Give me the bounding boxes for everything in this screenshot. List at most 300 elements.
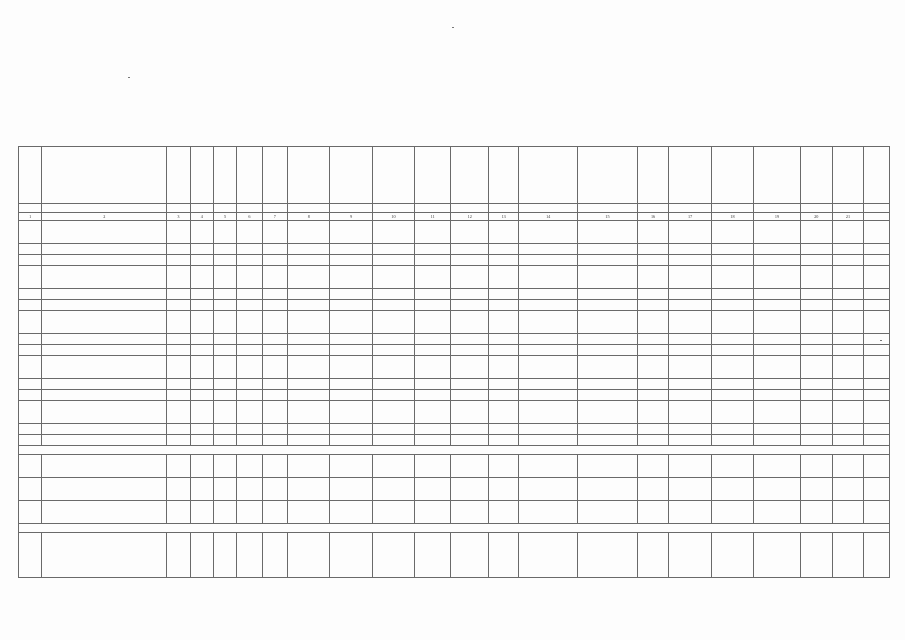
table-row — [19, 390, 890, 401]
table-cell — [167, 533, 190, 578]
table-cell — [190, 289, 213, 300]
table-cell — [519, 455, 578, 478]
table-cell — [489, 204, 519, 213]
table-cell — [864, 255, 890, 266]
table-cell — [800, 266, 832, 289]
table-cell — [578, 501, 637, 524]
table-cell — [864, 300, 890, 311]
table-cell — [489, 311, 519, 334]
table-cell — [637, 334, 669, 345]
table-cell — [711, 533, 753, 578]
table-cell — [519, 311, 578, 334]
table-cell — [637, 300, 669, 311]
table-cell — [519, 478, 578, 501]
table-cell — [489, 345, 519, 356]
table-cell — [451, 379, 489, 390]
table-cell — [288, 478, 330, 501]
table-cell — [832, 424, 864, 435]
table-cell — [213, 204, 236, 213]
table-cell — [711, 221, 753, 244]
table-cell — [415, 345, 451, 356]
table-row — [19, 244, 890, 255]
table-cell — [578, 289, 637, 300]
table-cell — [372, 501, 414, 524]
table-cell — [237, 533, 262, 578]
table-cell — [754, 390, 801, 401]
table-cell — [754, 533, 801, 578]
table-cell — [669, 424, 711, 435]
table-cell — [489, 390, 519, 401]
table-cell — [167, 334, 190, 345]
table-row — [19, 401, 890, 424]
table-cell — [42, 501, 167, 524]
table-cell — [800, 435, 832, 446]
table-cell — [451, 345, 489, 356]
table-cell — [167, 147, 190, 204]
header-row — [19, 147, 890, 204]
table-cell — [167, 390, 190, 401]
table-cell — [237, 334, 262, 345]
table-cell — [415, 401, 451, 424]
unit-row — [19, 204, 890, 213]
table-cell — [42, 221, 167, 244]
table-cell — [237, 455, 262, 478]
table-cell — [415, 311, 451, 334]
table-cell — [711, 255, 753, 266]
table-cell — [42, 455, 167, 478]
table-cell — [669, 435, 711, 446]
table-row — [19, 266, 890, 289]
table-cell — [288, 401, 330, 424]
table-cell — [578, 244, 637, 255]
table-cell — [832, 478, 864, 501]
table-cell — [451, 334, 489, 345]
table-cell: 19 — [754, 213, 801, 221]
table-cell — [330, 147, 372, 204]
table-cell — [451, 501, 489, 524]
table-cell — [262, 390, 287, 401]
table-cell — [578, 334, 637, 345]
table-cell — [451, 533, 489, 578]
table-cell — [330, 390, 372, 401]
table-cell — [637, 266, 669, 289]
table-cell — [578, 356, 637, 379]
table-cell — [637, 147, 669, 204]
table-cell — [415, 379, 451, 390]
table-cell — [42, 533, 167, 578]
table-cell — [330, 455, 372, 478]
table-cell — [864, 289, 890, 300]
table-cell — [19, 390, 42, 401]
table-cell — [800, 311, 832, 334]
table-cell — [754, 334, 801, 345]
table-cell — [288, 533, 330, 578]
table-cell — [19, 455, 42, 478]
table-cell — [19, 266, 42, 289]
table-cell — [669, 311, 711, 334]
table-cell — [864, 213, 890, 221]
table-cell — [42, 334, 167, 345]
table-row — [19, 379, 890, 390]
table-cell — [864, 356, 890, 379]
table-cell — [42, 345, 167, 356]
table-cell — [832, 221, 864, 244]
table-cell — [669, 390, 711, 401]
table-cell — [832, 345, 864, 356]
table-row — [19, 424, 890, 435]
table-cell — [167, 435, 190, 446]
table-cell — [415, 289, 451, 300]
table-cell — [489, 244, 519, 255]
table-cell — [19, 401, 42, 424]
table-cell — [288, 501, 330, 524]
table-cell — [190, 401, 213, 424]
table-cell — [237, 401, 262, 424]
table-cell — [19, 300, 42, 311]
table-cell — [669, 455, 711, 478]
table-cell — [372, 221, 414, 244]
table-cell — [167, 455, 190, 478]
table-cell — [519, 289, 578, 300]
table-cell: 6 — [237, 213, 262, 221]
table-cell — [167, 379, 190, 390]
table-cell — [167, 501, 190, 524]
table-cell — [415, 244, 451, 255]
table-cell — [637, 435, 669, 446]
table-cell — [42, 300, 167, 311]
table-cell — [288, 204, 330, 213]
table-cell — [330, 533, 372, 578]
table-cell — [754, 244, 801, 255]
table-cell — [42, 379, 167, 390]
table-cell — [669, 266, 711, 289]
table-cell — [19, 424, 42, 435]
table-cell — [711, 478, 753, 501]
table-cell — [637, 379, 669, 390]
table-cell: 5 — [213, 213, 236, 221]
table-cell — [637, 356, 669, 379]
table-cell — [190, 255, 213, 266]
table-cell — [711, 401, 753, 424]
table-cell — [489, 435, 519, 446]
table-cell — [669, 204, 711, 213]
table-cell — [754, 356, 801, 379]
table-cell — [754, 147, 801, 204]
table-cell — [262, 533, 287, 578]
table-cell — [519, 255, 578, 266]
table-cell — [19, 356, 42, 379]
table-cell: 1 — [19, 213, 42, 221]
table-cell — [519, 424, 578, 435]
table-cell — [669, 501, 711, 524]
table-cell — [669, 255, 711, 266]
table-cell — [451, 266, 489, 289]
table-cell — [711, 345, 753, 356]
table-cell — [519, 401, 578, 424]
table-cell — [288, 266, 330, 289]
table-cell — [19, 244, 42, 255]
table-cell — [262, 221, 287, 244]
table-cell — [288, 435, 330, 446]
table-cell — [262, 289, 287, 300]
table-cell — [19, 147, 42, 204]
table-cell — [237, 255, 262, 266]
table-cell — [213, 501, 236, 524]
table-cell — [262, 147, 287, 204]
table-cell — [451, 244, 489, 255]
table-cell — [864, 221, 890, 244]
table-cell — [237, 204, 262, 213]
table-cell — [262, 379, 287, 390]
table-cell — [637, 244, 669, 255]
table-cell — [330, 424, 372, 435]
table-cell — [711, 147, 753, 204]
table-cell — [415, 266, 451, 289]
table-cell — [800, 147, 832, 204]
table-cell — [190, 244, 213, 255]
table-cell — [288, 379, 330, 390]
table-cell — [167, 345, 190, 356]
section-label — [19, 524, 890, 533]
table-row — [19, 501, 890, 524]
table-cell — [237, 345, 262, 356]
table-cell — [330, 501, 372, 524]
table-cell — [42, 266, 167, 289]
table-cell — [19, 435, 42, 446]
table-cell — [578, 345, 637, 356]
table-cell — [832, 311, 864, 334]
table-cell — [167, 204, 190, 213]
section-header — [19, 524, 890, 533]
table-cell — [711, 379, 753, 390]
table-cell — [167, 300, 190, 311]
table-cell — [262, 204, 287, 213]
table-cell: 2 — [42, 213, 167, 221]
table-cell — [637, 455, 669, 478]
table-cell — [754, 424, 801, 435]
table-cell — [832, 356, 864, 379]
table-cell — [237, 379, 262, 390]
table-cell — [519, 300, 578, 311]
table-cell — [711, 244, 753, 255]
table-cell — [864, 334, 890, 345]
table-row — [19, 435, 890, 446]
table-cell — [288, 289, 330, 300]
table-cell — [832, 289, 864, 300]
table-cell — [451, 255, 489, 266]
table-cell — [288, 334, 330, 345]
table-cell — [864, 435, 890, 446]
table-cell — [637, 204, 669, 213]
table-cell: 20 — [800, 213, 832, 221]
table-cell — [288, 311, 330, 334]
table-cell — [832, 533, 864, 578]
table-cell — [19, 379, 42, 390]
table-cell — [372, 266, 414, 289]
table-cell — [42, 289, 167, 300]
table-cell — [372, 390, 414, 401]
table-cell — [637, 401, 669, 424]
register-table — [18, 146, 890, 578]
table-cell — [489, 255, 519, 266]
table-cell — [262, 455, 287, 478]
table-cell: 13 — [489, 213, 519, 221]
table-cell — [330, 266, 372, 289]
table-cell — [288, 345, 330, 356]
table-cell — [237, 300, 262, 311]
table-cell — [213, 255, 236, 266]
table-cell — [754, 221, 801, 244]
table-cell — [262, 266, 287, 289]
table-cell — [190, 300, 213, 311]
table-cell — [637, 345, 669, 356]
table-cell — [711, 204, 753, 213]
table-cell — [711, 501, 753, 524]
table-cell — [213, 435, 236, 446]
table-cell — [832, 147, 864, 204]
table-cell — [415, 455, 451, 478]
table-cell — [578, 379, 637, 390]
table-cell: 3 — [167, 213, 190, 221]
table-cell — [288, 147, 330, 204]
table-cell — [832, 435, 864, 446]
table-cell — [190, 455, 213, 478]
table-cell — [330, 435, 372, 446]
table-cell — [800, 334, 832, 345]
table-body — [19, 147, 890, 578]
table-cell — [372, 379, 414, 390]
table-cell — [637, 501, 669, 524]
table-cell — [372, 255, 414, 266]
table-cell — [864, 244, 890, 255]
table-cell — [800, 424, 832, 435]
table-cell — [237, 501, 262, 524]
table-cell — [372, 345, 414, 356]
table-cell — [237, 289, 262, 300]
table-row — [19, 356, 890, 379]
table-cell — [489, 455, 519, 478]
table-cell — [372, 424, 414, 435]
table-cell — [330, 289, 372, 300]
table-cell — [213, 300, 236, 311]
table-cell — [754, 455, 801, 478]
table-cell — [832, 379, 864, 390]
table-cell — [167, 478, 190, 501]
table-cell — [237, 424, 262, 435]
table-cell — [237, 435, 262, 446]
table-cell — [262, 435, 287, 446]
table-row — [19, 455, 890, 478]
table-cell — [489, 266, 519, 289]
table-cell — [832, 390, 864, 401]
table-cell — [451, 221, 489, 244]
table-cell — [864, 424, 890, 435]
table-cell — [330, 221, 372, 244]
table-cell — [213, 147, 236, 204]
table-cell — [669, 147, 711, 204]
table-cell — [19, 345, 42, 356]
table-cell — [800, 255, 832, 266]
table-cell — [489, 501, 519, 524]
table-cell — [451, 300, 489, 311]
table-cell — [213, 390, 236, 401]
table-cell — [330, 334, 372, 345]
table-cell — [451, 401, 489, 424]
table-cell — [372, 533, 414, 578]
table-cell — [262, 501, 287, 524]
table-cell — [489, 424, 519, 435]
table-cell — [754, 300, 801, 311]
table-cell — [669, 334, 711, 345]
table-cell — [864, 401, 890, 424]
table-cell — [190, 390, 213, 401]
table-cell — [237, 311, 262, 334]
table-cell — [237, 266, 262, 289]
table-cell — [578, 435, 637, 446]
table-cell — [832, 501, 864, 524]
table-cell — [262, 255, 287, 266]
table-cell — [167, 289, 190, 300]
table-cell — [800, 289, 832, 300]
table-cell — [42, 255, 167, 266]
table-cell — [578, 478, 637, 501]
table-cell: 8 — [288, 213, 330, 221]
table-cell — [167, 266, 190, 289]
table-cell — [213, 289, 236, 300]
table-cell — [489, 289, 519, 300]
table-cell — [190, 435, 213, 446]
section-header — [19, 446, 890, 455]
table-cell — [519, 334, 578, 345]
table-cell — [800, 345, 832, 356]
table-cell — [288, 455, 330, 478]
table-cell — [519, 147, 578, 204]
table-cell — [190, 221, 213, 244]
table-cell — [578, 255, 637, 266]
table-cell — [330, 478, 372, 501]
table-cell — [711, 356, 753, 379]
table-cell — [415, 356, 451, 379]
table-cell — [489, 221, 519, 244]
table-cell — [800, 244, 832, 255]
table-cell — [330, 300, 372, 311]
table-cell — [800, 390, 832, 401]
table-cell — [669, 300, 711, 311]
table-cell — [213, 401, 236, 424]
table-cell — [19, 478, 42, 501]
table-cell — [754, 478, 801, 501]
table-cell — [190, 533, 213, 578]
table-cell — [832, 334, 864, 345]
table-cell — [637, 221, 669, 244]
table-cell — [832, 204, 864, 213]
table-cell — [415, 501, 451, 524]
table-cell — [42, 311, 167, 334]
table-cell — [832, 455, 864, 478]
table-cell — [578, 455, 637, 478]
table-cell — [669, 244, 711, 255]
table-cell — [42, 390, 167, 401]
table-cell: 18 — [711, 213, 753, 221]
table-cell — [578, 147, 637, 204]
table-cell — [42, 204, 167, 213]
table-cell — [213, 424, 236, 435]
table-cell — [711, 311, 753, 334]
table-cell — [42, 147, 167, 204]
table-cell — [42, 478, 167, 501]
table-cell — [519, 204, 578, 213]
table-cell — [519, 244, 578, 255]
